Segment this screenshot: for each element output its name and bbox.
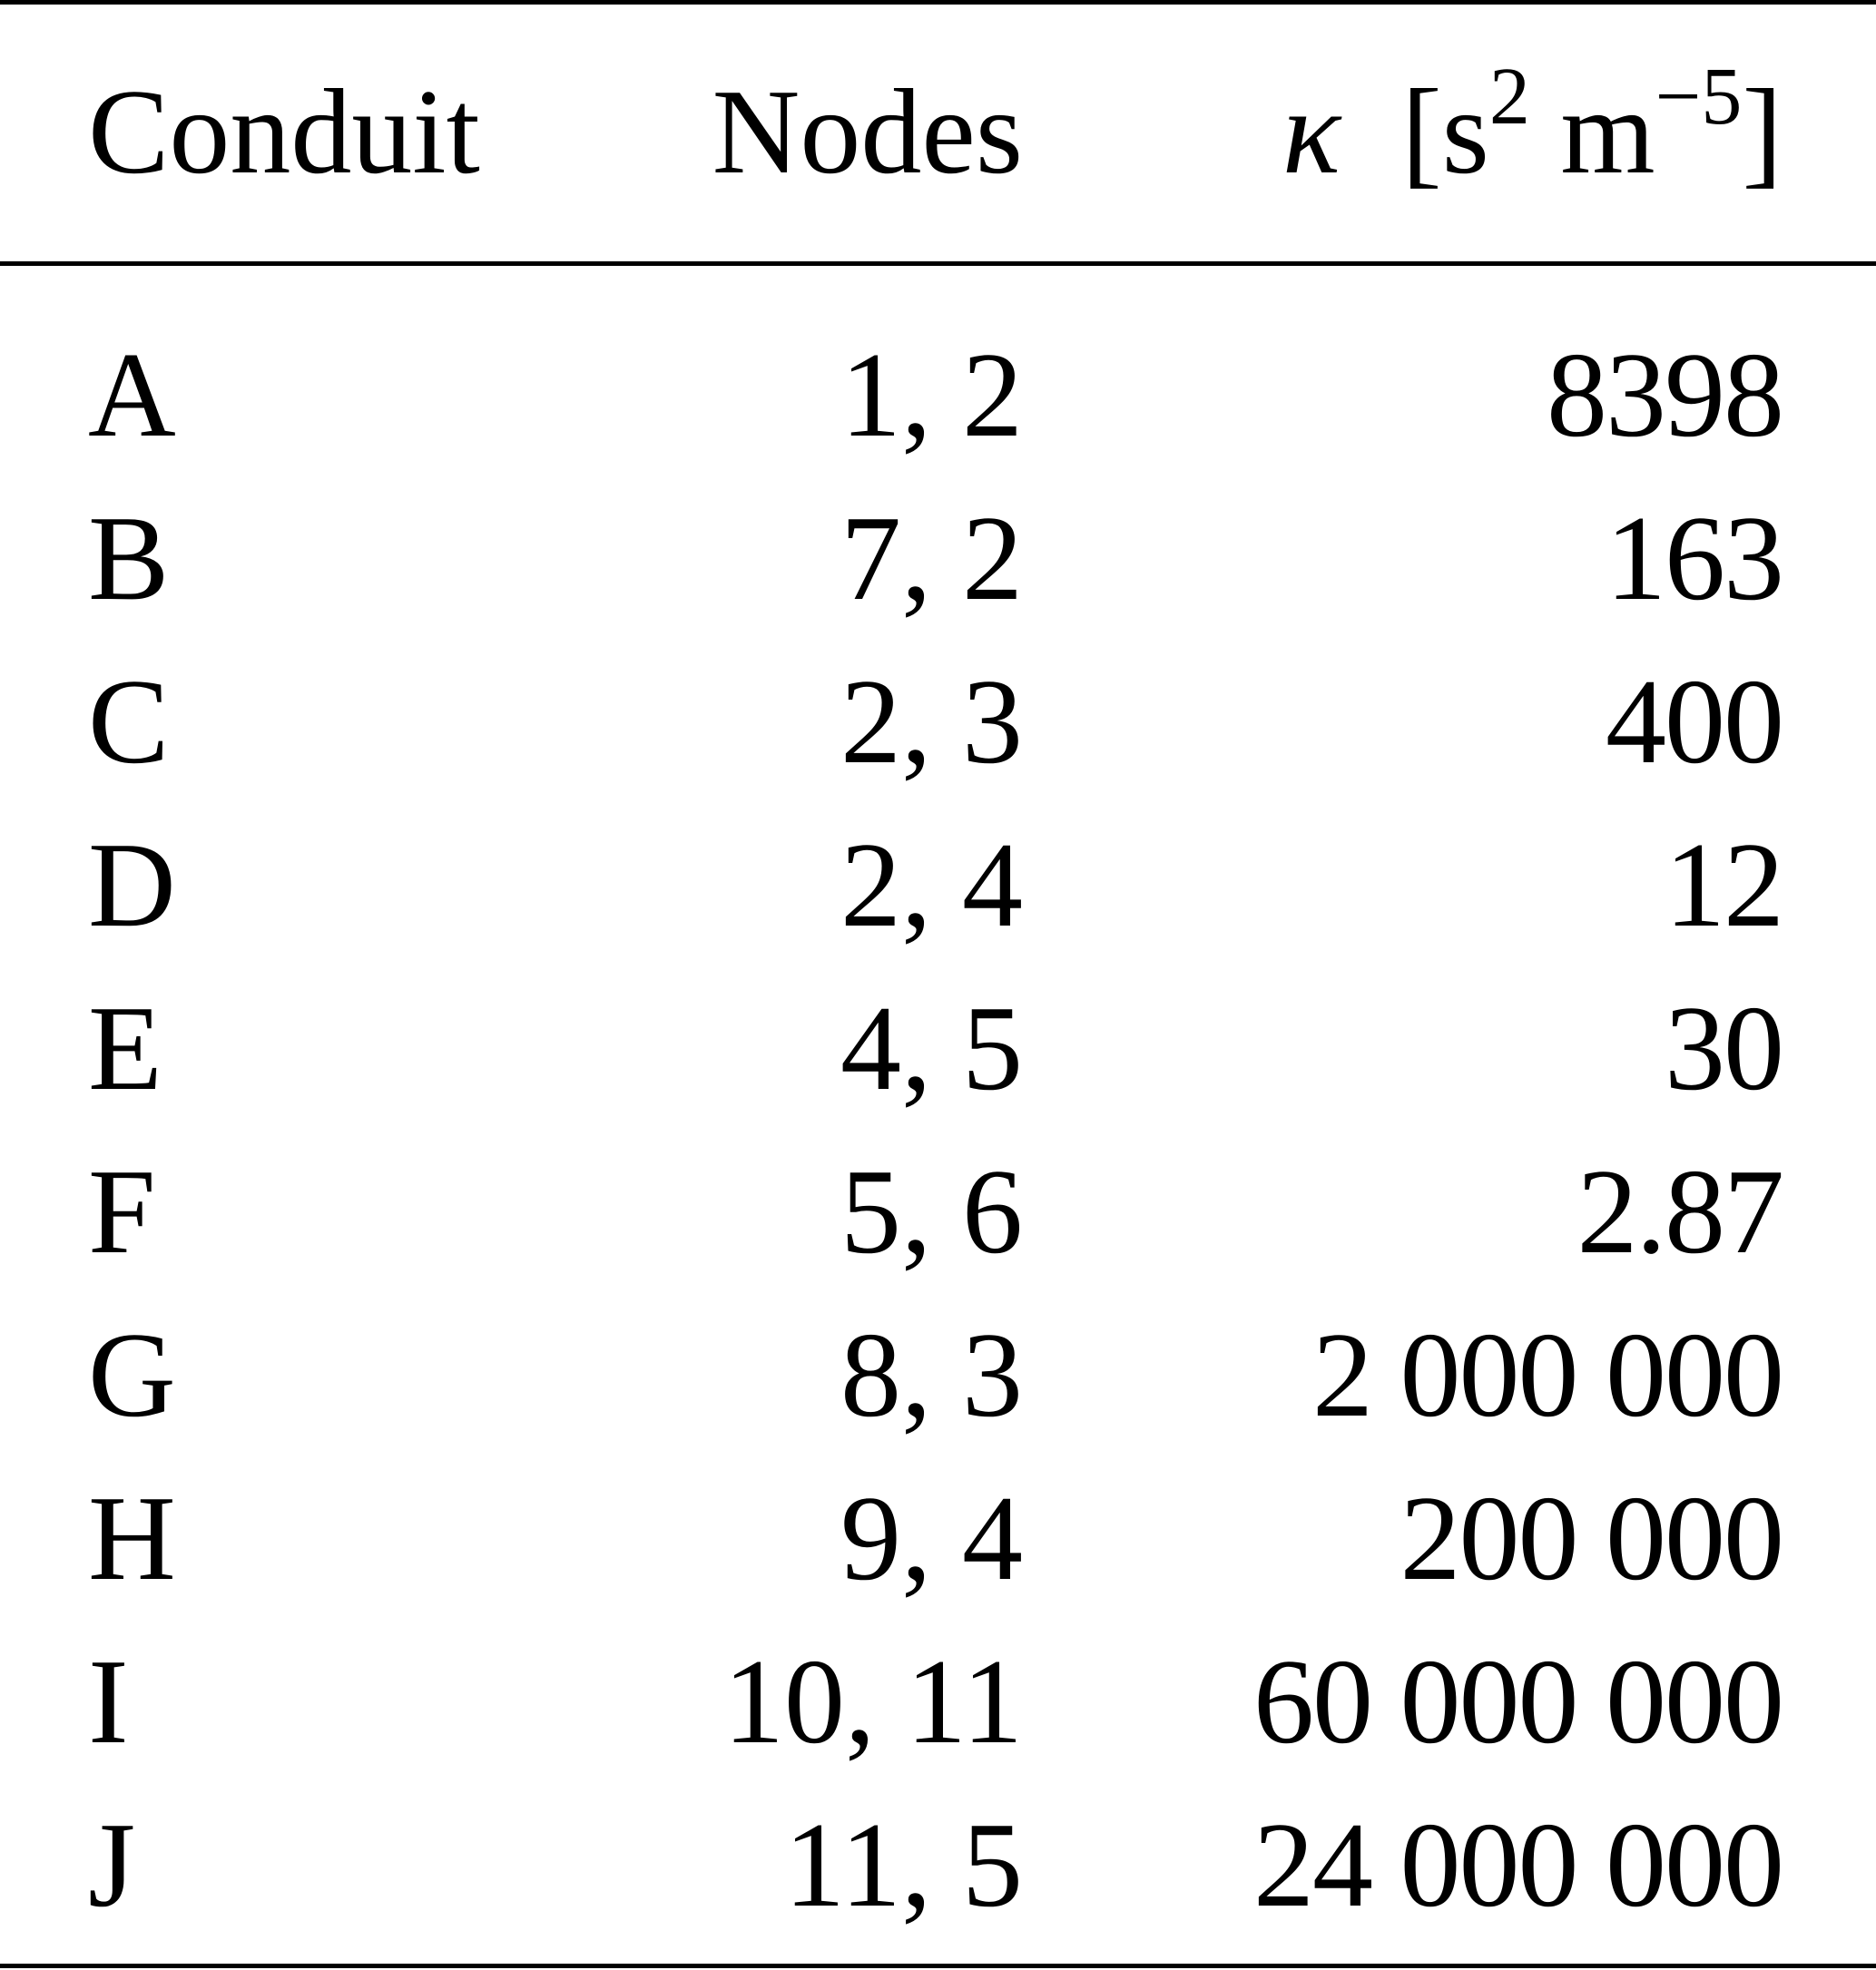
cell-nodes: 11, 5: [783, 1798, 1023, 1932]
cell-nodes: 8, 3: [840, 1308, 1023, 1442]
cell-nodes: 5, 6: [840, 1144, 1023, 1279]
cell-conduit: I: [88, 1634, 129, 1769]
cell-kappa: 12: [1665, 818, 1783, 952]
kappa-symbol: κ: [1282, 64, 1341, 199]
kappa-unit-exp2: −5: [1655, 52, 1743, 142]
cell-nodes: 2, 4: [840, 818, 1023, 952]
cell-conduit: D: [88, 818, 176, 952]
cell-nodes: 1, 2: [840, 328, 1023, 462]
cell-conduit: F: [88, 1144, 156, 1279]
cell-kappa: 24 000 000: [1253, 1798, 1783, 1932]
cell-kappa: 30: [1665, 981, 1783, 1115]
cell-nodes: 2, 3: [840, 654, 1023, 789]
cell-kappa: 2.87: [1576, 1144, 1783, 1279]
header-rule: [0, 261, 1876, 266]
header-conduit: Conduit: [88, 64, 480, 199]
cell-conduit: B: [88, 491, 170, 625]
cell-kappa: 2 000 000: [1312, 1308, 1783, 1442]
cell-conduit: A: [88, 328, 176, 462]
cell-kappa: 8398: [1547, 328, 1783, 462]
cell-nodes: 9, 4: [840, 1471, 1023, 1605]
cell-nodes: 10, 11: [722, 1634, 1023, 1769]
cell-kappa: 200 000: [1400, 1471, 1783, 1605]
cell-kappa: 400: [1606, 654, 1783, 789]
kappa-unit-exp1: 2: [1488, 52, 1530, 142]
cell-conduit: C: [88, 654, 170, 789]
kappa-unit-open: [s: [1401, 64, 1489, 199]
cell-conduit: G: [88, 1308, 176, 1442]
cell-nodes: 4, 5: [840, 981, 1023, 1115]
cell-conduit: J: [88, 1798, 136, 1932]
cell-conduit: H: [88, 1471, 176, 1605]
cell-conduit: E: [88, 981, 162, 1115]
cell-nodes: 7, 2: [840, 491, 1023, 625]
header-nodes: Nodes: [712, 64, 1023, 199]
header-kappa: [1282, 52, 1783, 199]
top-rule: [0, 0, 1876, 5]
kappa-unit-mid: m: [1529, 64, 1655, 199]
bottom-rule: [0, 1964, 1876, 1968]
cell-kappa: 60 000 000: [1253, 1634, 1783, 1769]
cell-kappa: 163: [1606, 491, 1783, 625]
kappa-unit-close: ]: [1742, 64, 1783, 199]
